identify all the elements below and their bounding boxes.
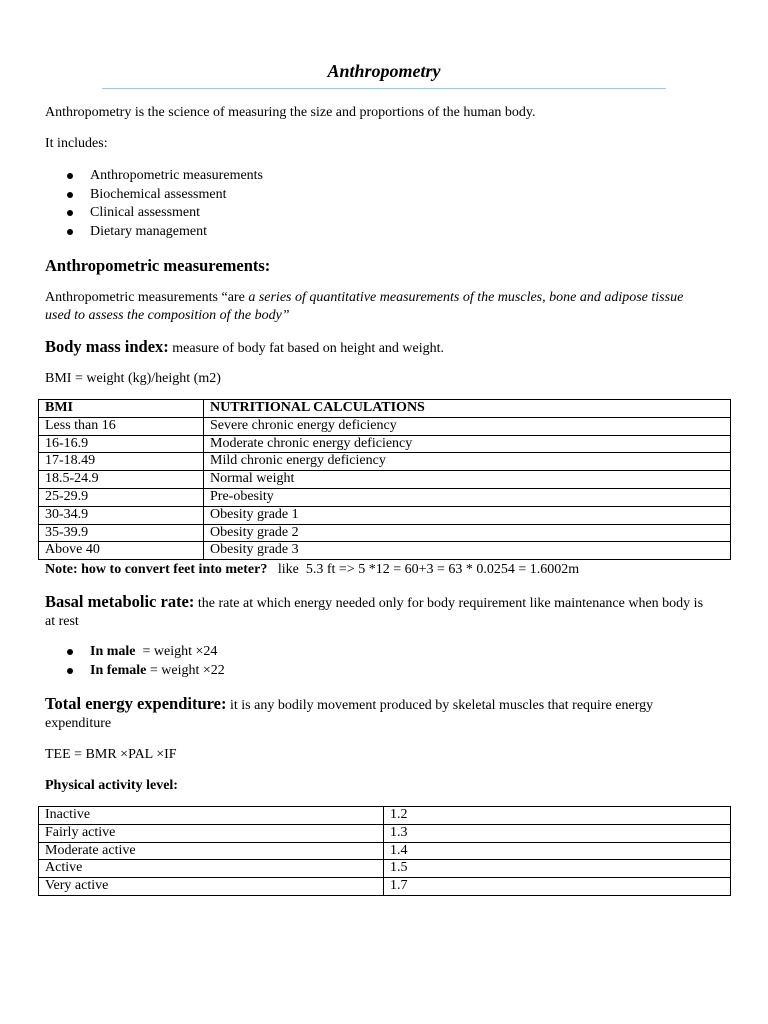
bmr-definition: Basal metabolic rate: the rate at which energy needed only for body requirement like maintenance when body is at rest — [45, 592, 704, 629]
table-row: Moderate active 1.4 — [39, 842, 731, 860]
title-divider — [102, 88, 666, 89]
bmr-list — [45, 643, 225, 680]
bullet-icon — [67, 668, 73, 674]
tee-formula: TEE = BMR ×PAL ×IF — [45, 747, 177, 762]
bullet-icon — [67, 210, 73, 216]
measurements-definition: Anthropometric measurements “are a series of quantitative measurements of the muscles, bone and adipose tissue used to assess the composition of the body” — [45, 290, 684, 323]
table-row: Inactive 1.2 — [39, 807, 731, 825]
bullet-icon — [67, 173, 73, 179]
table-row: 16-16.9 Moderate chronic energy deficiency — [39, 435, 731, 453]
table-row: Less than 16 Severe chronic energy deficiency — [39, 417, 731, 435]
list-item: In male = weight ×24 — [45, 643, 225, 662]
pal-heading: Physical activity level: — [45, 778, 178, 793]
bullet-icon — [67, 229, 73, 235]
bmi-formula: BMI = weight (kg)/height (m2) — [45, 371, 221, 386]
intro-paragraph: Anthropometry is the science of measuring the size and proportions of the human body. — [45, 105, 536, 120]
list-item: In female = weight ×22 — [45, 662, 225, 681]
bullet-icon — [67, 649, 73, 655]
list-item: Biochemical assessment — [45, 186, 263, 205]
table-row: Above 40 Obesity grade 3 — [39, 542, 731, 560]
list-item: Dietary management — [45, 223, 263, 242]
table-row: Active 1.5 — [39, 860, 731, 878]
bullet-icon — [67, 192, 73, 198]
measurements-heading: Anthropometric measurements: — [45, 256, 271, 275]
list-item: Clinical assessment — [45, 204, 263, 223]
pal-table — [38, 806, 731, 896]
table-header-cell: BMI — [39, 400, 204, 418]
tee-definition: Total energy expenditure: it is any bodily movement produced by skeletal muscles that require energy expenditure — [45, 694, 654, 731]
table-row: Fairly active 1.3 — [39, 824, 731, 842]
includes-label: It includes: — [45, 136, 108, 151]
bmi-definition: Body mass index: measure of body fat based on height and weight. — [45, 337, 445, 356]
table-header-row — [39, 400, 731, 418]
table-row: 17-18.49 Mild chronic energy deficiency — [39, 453, 731, 471]
conversion-note: Note: how to convert feet into meter? like 5.3 ft => 5 *12 = 60+3 = 63 * 0.0254 = 1.6002m — [45, 562, 580, 577]
table-row: 30-34.9 Obesity grade 1 — [39, 506, 731, 524]
page-title: Anthropometry — [327, 61, 441, 81]
includes-list — [45, 167, 263, 242]
table-row: 18.5-24.9 Normal weight — [39, 471, 731, 489]
table-header-cell: NUTRITIONAL CALCULATIONS — [204, 400, 731, 418]
table-row: Very active 1.7 — [39, 878, 731, 896]
list-item: Anthropometric measurements — [45, 167, 263, 186]
bmi-table — [38, 399, 731, 560]
table-row: 25-29.9 Pre-obesity — [39, 488, 731, 506]
table-row: 35-39.9 Obesity grade 2 — [39, 524, 731, 542]
